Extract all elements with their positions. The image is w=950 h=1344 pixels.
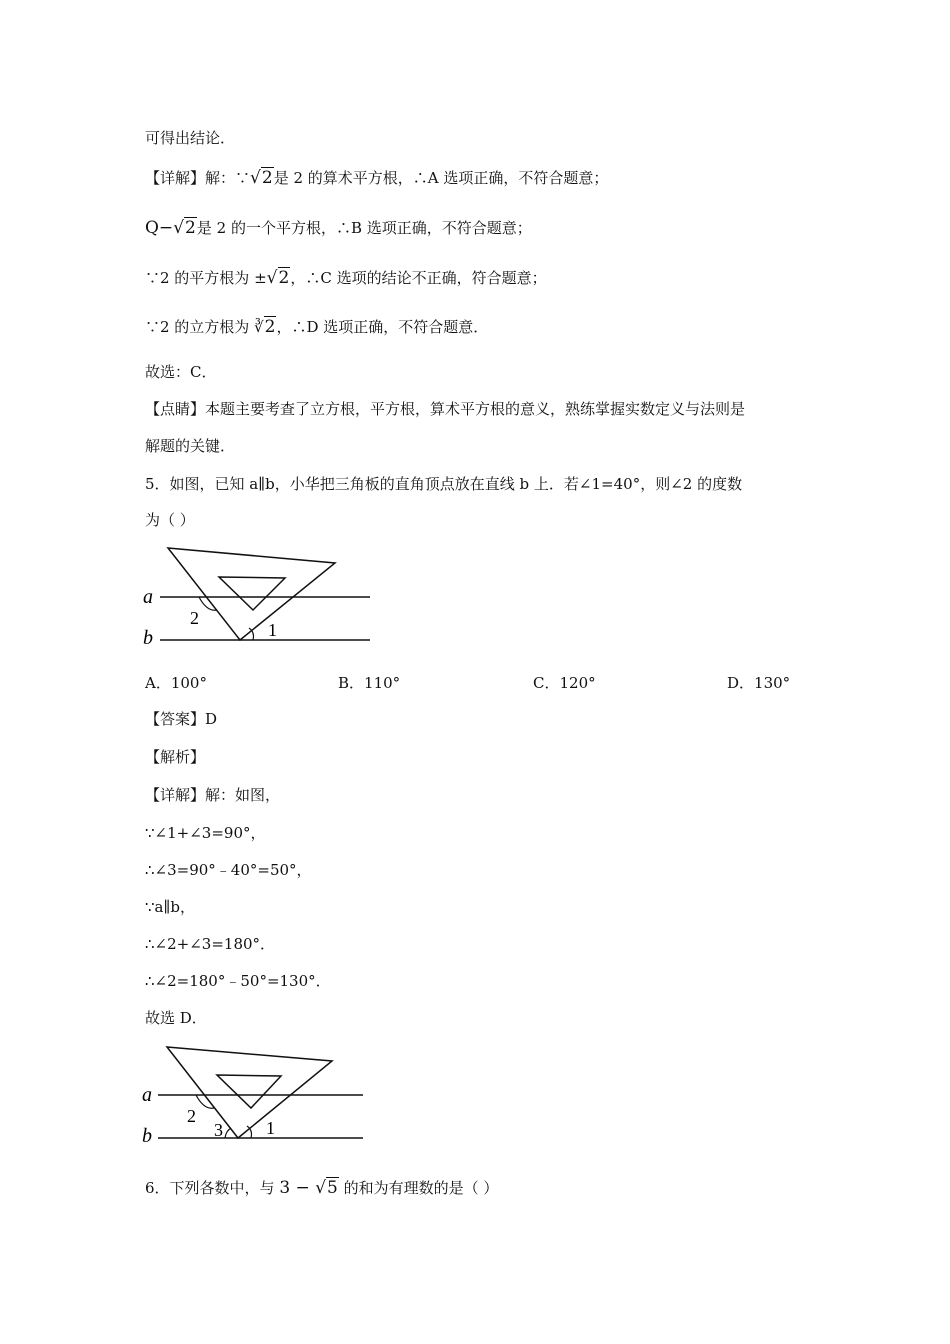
cbrt-2: 2 (264, 317, 276, 337)
label-b: b (143, 627, 153, 649)
figure-1 (135, 540, 385, 655)
detail-heading: 【详解】解：如图， (145, 786, 281, 804)
comment-text: 本题主要考查了立方根，平方根，算术平方根的意义，熟练掌握实数定义与法则是 (205, 400, 746, 418)
comment-tag: 【点睛】 (145, 400, 206, 418)
detail-line-a (145, 168, 608, 188)
question-5-line2: 为（ ） (145, 511, 195, 529)
figure-2 (135, 1040, 380, 1150)
angle-2-label-2: 2 (187, 1106, 196, 1126)
text-conclusion: 可得出结论． (145, 129, 236, 147)
step-2: ∴∠3=90°﹣40°=50°， (145, 861, 312, 879)
angle-1-label: 1 (268, 620, 277, 640)
analysis-heading: 【解析】 (145, 748, 206, 766)
detail-d-post: ，∴D 选项正确，不符合题意． (276, 318, 489, 336)
comment-line-2: 解题的关键． (145, 437, 236, 455)
option-b: B．110° (338, 674, 401, 692)
detail-a-pre: 解：∵ (205, 169, 251, 187)
q6-post: 的和为有理数的是（ ） (338, 1179, 499, 1197)
detail-c-post: ，∴C 选项的结论不正确，符合题意； (290, 269, 547, 287)
detail-c-pre: ∵2 的平方根为 ± (145, 269, 267, 287)
step-3: ∵a∥b， (145, 898, 196, 916)
question-6 (145, 1178, 498, 1198)
sqrt-5: √5 (315, 1178, 338, 1198)
answer: 【答案】D (145, 710, 218, 728)
choose-d: 故选 D． (145, 1009, 207, 1027)
label-a-2: a (142, 1084, 152, 1106)
q6-pre: 6．下列各数中，与 (145, 1179, 280, 1197)
detail-line-b (145, 218, 532, 238)
detail-b-post: 是 2 的一个平方根，∴B 选项正确，不符合题意； (196, 219, 532, 237)
question-5-line1: 5．如图，已知 a∥b，小华把三角板的直角顶点放在直线 b 上．若∠1=40°，则∠2 的度数 (145, 475, 743, 493)
detail-a-post: 是 2 的算术平方根，∴A 选项正确，不符合题意； (273, 169, 609, 187)
detail-line-c (145, 268, 547, 288)
q6-num: 3 − (279, 1178, 316, 1198)
choose-c: 故选：C． (145, 363, 217, 381)
detail-d-pre: ∵2 的立方根为 ∛ (145, 318, 264, 336)
label-b-2: b (142, 1125, 152, 1147)
detail-line-d (145, 317, 488, 337)
option-d: D．130° (727, 674, 791, 692)
label-a: a (143, 586, 153, 608)
sqrt-2-b: √2 (173, 218, 196, 238)
option-c: C．120° (533, 674, 596, 692)
sqrt-2-a: √2 (250, 168, 273, 188)
angle-2-label: 2 (190, 608, 199, 628)
step-1: ∵∠1+∠3=90°， (145, 824, 266, 842)
step-4: ∴∠2+∠3=180°． (145, 935, 276, 953)
sqrt-2-c: √2 (266, 268, 290, 288)
detail-tag: 【详解】 (145, 169, 206, 187)
option-a: A．100° (145, 674, 207, 692)
angle-3-label: 3 (214, 1120, 223, 1140)
step-5: ∴∠2=180°﹣50°=130°． (145, 972, 331, 990)
detail-b-pre: Q− (145, 218, 174, 238)
angle-1-label-2: 1 (266, 1118, 275, 1138)
comment-line (145, 399, 745, 419)
